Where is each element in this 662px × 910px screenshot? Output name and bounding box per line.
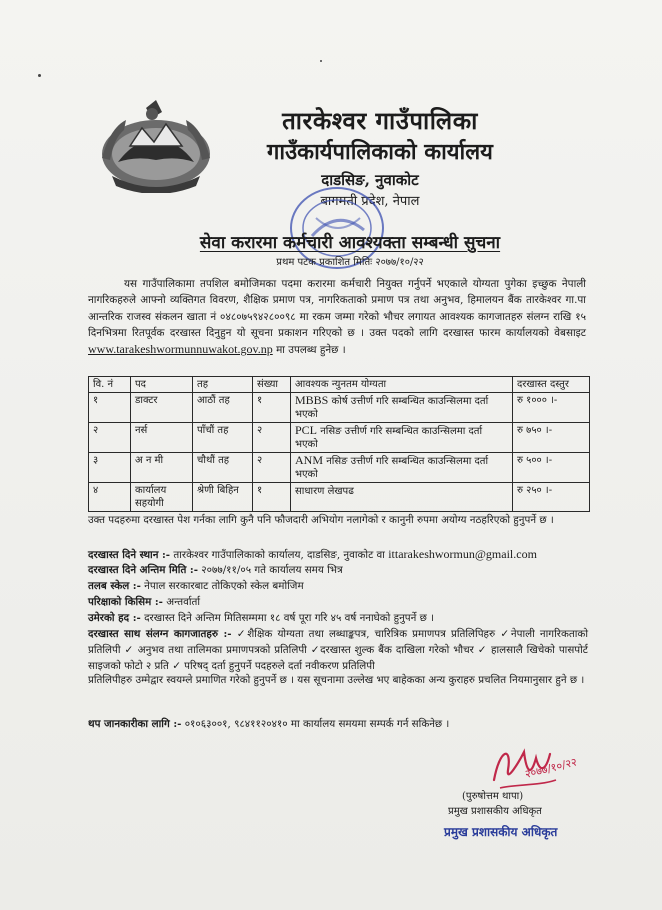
cell-post: अ न मी — [131, 453, 193, 483]
cell-qualification: ANM नसिङ उत्तीर्ण गरि सम्बन्धित काउन्सिलमा दर्ता भएको — [291, 453, 513, 483]
cell-sn: ३ — [89, 453, 131, 483]
signature-date: २०७७/१०/२२ — [523, 755, 579, 781]
cell-level: श्रेणी बिहिन — [193, 483, 253, 512]
table-row — [89, 423, 590, 453]
cell-sn: २ — [89, 423, 131, 453]
col-count: संख्या — [253, 377, 291, 393]
signatory-name: (पुरुषोत्तम थापा) — [462, 791, 524, 802]
age-limit: उमेरको हद :- दरखास्त दिने अन्तिम मितिसम्ममा १८ वर्ष पूरा गरि ४५ वर्ष ननाघेको हुनुपर्ने छ । — [88, 612, 435, 624]
col-post: पद — [131, 377, 193, 393]
col-qualification: आवश्यक न्युनतम योग्यता — [291, 377, 513, 393]
notice-intro: यस गाउँपालिकामा तपशिल बमोजिमका पदमा करारमा कर्मचारी नियुक्त गर्नुपर्ने भएकाले योग्यता पुगेका इच्छुक नेपाली नागरिकहरुले आफ्नो व्यक्तिगत विवरण, शैक्षिक प्रमाण पत्र, नागरिकताको प्रमाण पत्र तथा अनुभव, हिमालयन बैंक तारकेश्वर गा.पा आन्तरिक राजस्व संकलन खाता नं ०४८०७५९४२८००९८ मा रकम जम्मा गरेको भौचर लगायत आवश्यक कागजातहरु संलग्न राखि १५ दिनभित्रमा रितपूर्वक दरखास्त दिनुहुन यो सूचना प्रकाशन गरिएको छ । उक्त पदको लागि दरखास्त फारम कार्यालयको वेबसाइट www.tarakeshwormunnuwakot.gov.np मा उपलब्ध हुनेछ । — [88, 278, 586, 357]
signatory-stamp: प्रमुख प्रशासकीय अधिकृत — [444, 825, 558, 839]
cell-qualification: MBBS कोर्ष उत्तीर्ण गरि सम्बन्धित काउन्सिलमा दर्ता भएको — [291, 393, 513, 423]
table-row — [89, 483, 590, 512]
application-place: दरखास्त दिने स्थान :- तारकेश्वर गाउँपालिकाको कार्यालय, दाडसिङ, नुवाकोट वा ittarakeshwormun@gmail.com — [88, 547, 537, 561]
signature-icon — [486, 740, 586, 795]
cell-count: १ — [253, 393, 291, 423]
exam-type: परिक्षाको किसिम :- अन्तर्वार्ता — [88, 596, 201, 608]
table-header-row — [89, 377, 590, 393]
salary-scale: तलब स्केल :- नेपाल सरकारबाट तोकिएको स्केल बमोजिम — [88, 580, 304, 592]
cell-count: २ — [253, 453, 291, 483]
cell-qualification: साधारण लेखपढ — [291, 483, 513, 512]
required-documents: दरखास्त साथ संलग्न कागजातहरु :- ✓शैक्षिक योग्यता तथा लब्धाङ्कपत्र, चारित्रिक प्रमाणपत्र प्रतिलिपिहरु ✓नेपाली नागरिकताको प्रतिलिपी ✓ अनुभव तथा तालिमका प्रमाणपत्रको प्रतिलिपी ✓दरखास्त शुल्क बैंक दाखिला गरेको भौचर ✓ हालसालै खिचेको पासपोर्ट साइजको फोटो २ प्रति ✓ परिषद् दर्ता हुनुपर्ने पदहरुले दर्ता नवीकरण प्रतिलिपी — [88, 628, 589, 673]
cell-count: २ — [253, 423, 291, 453]
cell-level: चौथौं तह — [193, 453, 253, 483]
notice-title: सेवा करारमा कर्मचारी आवश्यक्ता सम्बन्धी सुचना — [199, 233, 501, 253]
scan-speck — [320, 60, 322, 62]
cell-fee: रु ७५० ।- — [513, 423, 590, 453]
vacancy-table — [88, 376, 590, 512]
cell-fee: रु १००० ।- — [513, 393, 590, 423]
scan-speck — [38, 74, 41, 77]
cell-qualification: PCL नसिङ उत्तीर्ण गरि सम्बन्धित काउन्सिलमा दर्ता भएको — [291, 423, 513, 453]
cell-level: पाँचौं तह — [193, 423, 253, 453]
cell-level: आठौं तह — [193, 393, 253, 423]
cell-sn: १ — [89, 393, 131, 423]
cell-post: डाक्टर — [131, 393, 193, 423]
signatory-role: प्रमुख प्रशासकीय अधिकृत — [448, 806, 542, 817]
table-row — [89, 453, 590, 483]
publish-date: प्रथम पटक प्रकाशित मितिः २०७७/१०/२२ — [276, 257, 424, 268]
eligibility-warning: उक्त पदहरुमा दरखास्त पेश गर्नका लागि कुनै पनि फौजदारी अभियोग नलागेको र कानुनी रुपमा अयोग्य नठहरिएको हुनुपर्ने छ । — [88, 514, 554, 526]
office-province: बागमती प्रदेश, नेपाल — [320, 194, 420, 209]
table-row — [89, 393, 590, 423]
website-link[interactable]: www.tarakeshwormunnuwakot.gov.np — [88, 342, 273, 357]
municipality-name: तारकेश्वर गाउँपालिका — [282, 106, 478, 135]
col-fee: दरखास्त दस्तुर — [513, 377, 590, 393]
office-name: गाउँकार्यपालिकाको कार्यालय — [267, 139, 493, 165]
office-location: दाडसिङ, नुवाकोट — [321, 171, 419, 189]
cell-post: नर्स — [131, 423, 193, 453]
col-sn: वि. नं — [89, 377, 131, 393]
col-level: तह — [193, 377, 253, 393]
cell-sn: ४ — [89, 483, 131, 512]
cell-fee: रु ५०० ।- — [513, 453, 590, 483]
cell-fee: रु २५० ।- — [513, 483, 590, 512]
cell-count: १ — [253, 483, 291, 512]
verification-note: प्रतिलिपीहरु उम्मेद्वार स्वयम्ले प्रमाणित गरेको हुनुपर्ने छ । यस सूचनामा उल्लेख भए बाहेकका अन्य कुराहरु प्रचलित नियमानुसार हुने छ । — [88, 674, 585, 686]
contact-info: थप जानकारीका लागि :- ०१०६३००१, ९८४११२०४१० मा कार्यालय समयमा सम्पर्क गर्न सकिनेछ । — [88, 718, 450, 730]
cell-post: कार्यालय सहयोगी — [131, 483, 193, 512]
application-deadline: दरखास्त दिने अन्तिम मिति :- २०७७/११/०५ गते कार्यालय समय भित्र — [88, 564, 343, 576]
email-link[interactable]: ittarakeshwormun@gmail.com — [388, 547, 537, 561]
